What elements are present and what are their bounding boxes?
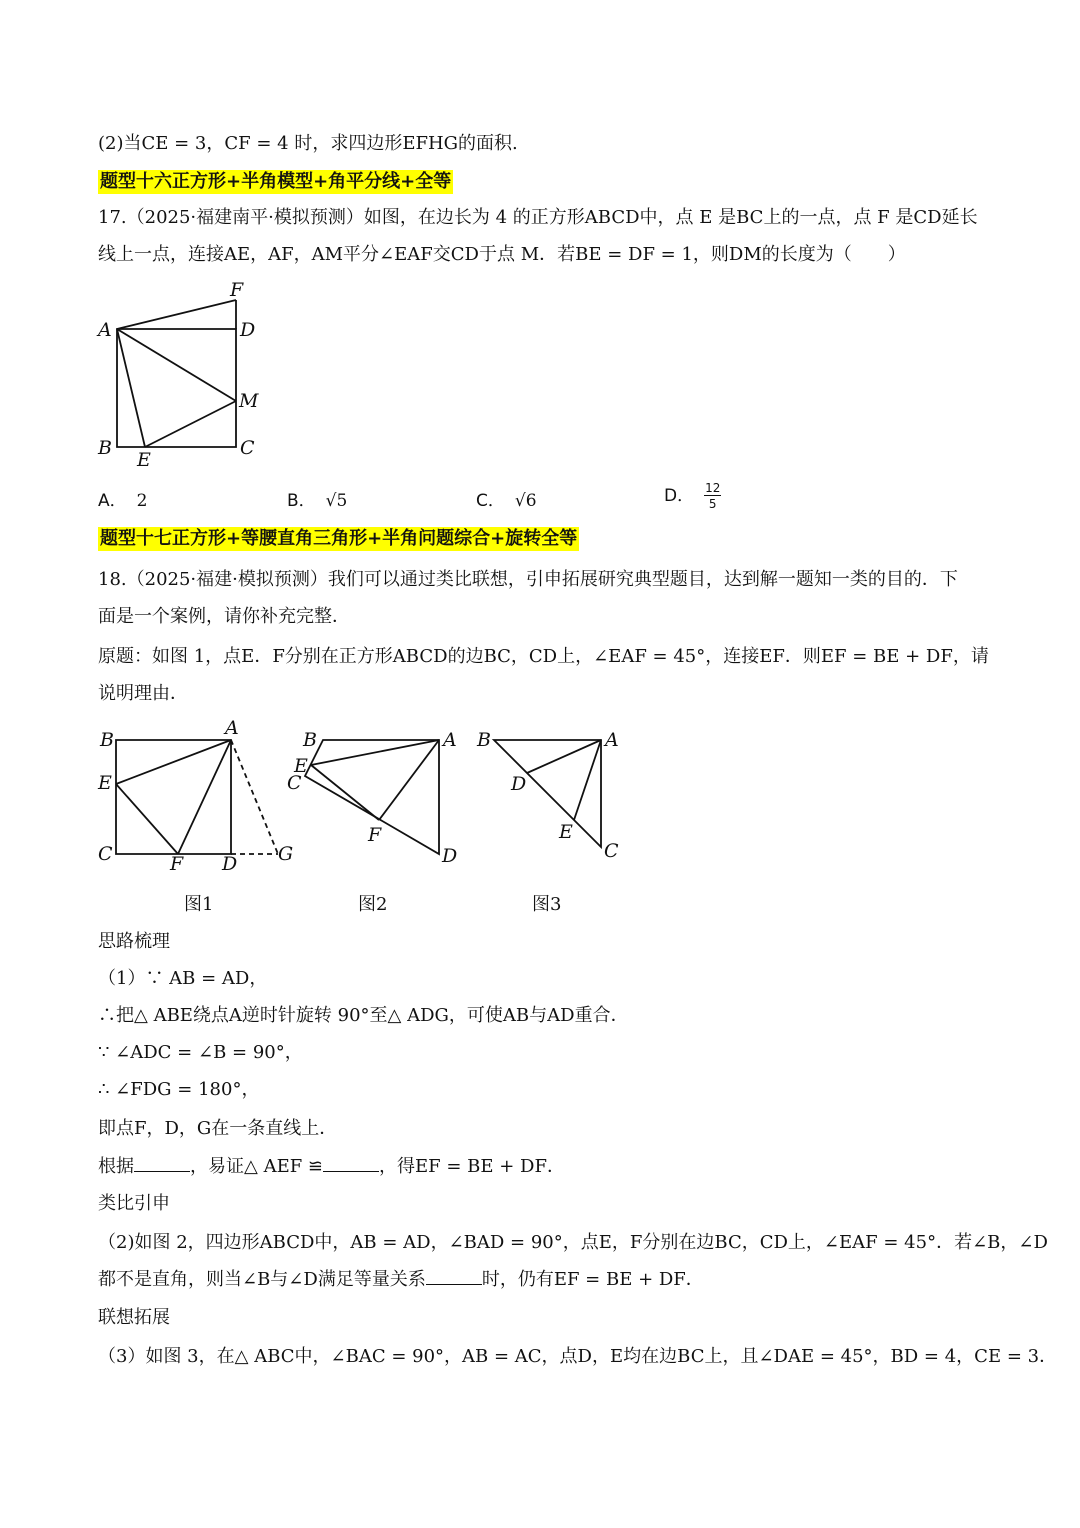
section-analogy: 类比引申 xyxy=(98,1193,170,1214)
fig3-label-c: C xyxy=(604,840,619,862)
q17-label-d: D xyxy=(240,319,256,341)
part2-line2-part-a: 都不是直角，则当∠B与∠D满足等量关系 xyxy=(98,1269,426,1290)
fig2-seg-af xyxy=(379,740,439,820)
fig1-label-g: G xyxy=(278,843,294,865)
option-b-letter: B． xyxy=(287,491,316,511)
q18-figure3 xyxy=(474,716,634,876)
heading-type17-text: 题型十七正方形+等腰直角三角形+半角问题综合+旋转全等 xyxy=(100,528,578,549)
part2-line1: （2)如图 2，四边形ABCD中，AB = AD，∠BAD = 90°，点E，F分别在边BC，CD上，∠EAF = 45°．若∠B，∠D xyxy=(98,1232,1048,1253)
answer-blank-3[interactable] xyxy=(426,1268,482,1285)
step-3: ∵ ∠ADC = ∠B = 90°， xyxy=(98,1042,303,1063)
fig3-label-d: D xyxy=(511,773,527,795)
option-a-value: 2 xyxy=(136,491,148,511)
q17-figure xyxy=(92,278,272,470)
fig2-seg-ae xyxy=(311,740,439,765)
fig2-label-a: A xyxy=(443,729,457,751)
option-d-letter: D． xyxy=(664,486,695,506)
option-d-fraction xyxy=(704,482,721,510)
fig1-label-f: F xyxy=(170,853,184,875)
option-b-value: √5 xyxy=(325,491,348,511)
q18-figure2 xyxy=(284,716,474,876)
q18-line4: 说明理由． xyxy=(98,683,188,704)
fig1-label-e: E xyxy=(98,772,112,794)
option-c[interactable] xyxy=(476,486,537,511)
fig3-label-a: A xyxy=(605,729,619,751)
option-a[interactable] xyxy=(98,486,147,511)
option-d-denominator: 5 xyxy=(708,497,717,511)
q18-line2: 面是一个案例，请你补充完整． xyxy=(98,606,350,627)
fig3-seg-ad xyxy=(527,740,601,773)
answer-blank-2[interactable] xyxy=(323,1155,379,1172)
option-d[interactable] xyxy=(664,481,721,510)
step-6-part-a: 根据 xyxy=(98,1156,134,1177)
q16-part2-line: (2)当CE = 3，CF = 4 时，求四边形EFHG的面积. xyxy=(98,133,518,154)
q17-line2: 线上一点，连接AE，AF，AM平分∠EAF交CD于点 M．若BE = DF = 1，则DM的长度为（ ） xyxy=(98,244,906,265)
q17-label-e: E xyxy=(137,449,151,470)
fig2-label-d: D xyxy=(442,845,458,867)
option-d-numerator: 12 xyxy=(705,481,721,495)
step-6-part-c: ，得EF = BE + DF． xyxy=(379,1156,565,1177)
caption-figure1: 图1 xyxy=(184,894,214,915)
option-c-value: √6 xyxy=(514,491,537,511)
q17-line1: 17.（2025·福建南平·模拟预测）如图，在边长为 4 的正方形ABCD中，点 E 是BC上的一点，点 F 是CD延长 xyxy=(98,207,978,228)
q17-label-m: M xyxy=(239,390,259,412)
heading-type17 xyxy=(98,527,988,551)
fig2-label-c: C xyxy=(287,772,302,794)
option-b[interactable] xyxy=(287,486,347,511)
fig1-label-c: C xyxy=(98,843,113,865)
section-thinking: 思路梳理 xyxy=(98,931,170,952)
fig3-seg-ae xyxy=(574,740,601,820)
q17-label-a: A xyxy=(98,319,112,341)
fig2-label-e: E xyxy=(294,755,308,777)
fig2-label-b: B xyxy=(303,729,317,751)
part3-line1: （3）如图 3，在△ ABC中，∠BAC = 90°，AB = AC，点D，E均在边BC上，且∠DAE = 45°，BD = 4，CE = 3． xyxy=(98,1346,1058,1367)
fig3-label-e: E xyxy=(559,821,573,843)
q17-seg-am xyxy=(117,329,236,401)
option-c-letter: C． xyxy=(476,491,505,511)
q17-label-b: B xyxy=(98,437,112,459)
q18-line1: 18.（2025·福建·模拟预测）我们可以通过类比联想，引申拓展研究典型题目，达到解一题知一类的目的．下 xyxy=(98,569,958,590)
heading-type16-text: 题型十六正方形+半角模型+角平分线+全等 xyxy=(100,171,452,192)
fig1-seg-ag-dashed xyxy=(231,740,278,854)
caption-figure3: 图3 xyxy=(532,894,562,915)
caption-figure2: 图2 xyxy=(358,894,388,915)
part2-line2 xyxy=(98,1268,988,1292)
step-2: ∴把△ ABE绕点A逆时针旋转 90°至△ ADG，可使AB与AD重合． xyxy=(98,1005,629,1026)
fig1-square xyxy=(116,740,231,854)
option-a-letter: A． xyxy=(98,491,127,511)
fig2-label-f: F xyxy=(368,824,382,846)
fig1-label-d: D xyxy=(222,853,238,875)
answer-blank-1[interactable] xyxy=(134,1155,190,1172)
step-4: ∴ ∠FDG = 180°， xyxy=(98,1079,260,1100)
part2-line2-part-b: 时，仍有EF = BE + DF． xyxy=(481,1269,704,1290)
q18-line3: 原题：如图 1，点E．F分别在正方形ABCD的边BC，CD上，∠EAF = 45°，连接EF．则EF = BE + DF，请 xyxy=(98,646,989,667)
q18-figure1 xyxy=(92,716,302,876)
step-1: （1）∵ AB = AD， xyxy=(98,968,268,989)
fig1-label-a: A xyxy=(225,717,239,739)
fig2-seg-ef xyxy=(311,765,379,820)
section-extension: 联想拓展 xyxy=(98,1307,170,1328)
heading-type16 xyxy=(98,170,988,194)
q17-seg-af xyxy=(117,300,236,329)
step-6-part-b: ，易证△ AEF ≌ xyxy=(190,1156,323,1177)
step-6 xyxy=(98,1155,988,1179)
fig1-label-b: B xyxy=(100,729,114,751)
fig3-label-b: B xyxy=(477,729,491,751)
q17-label-f: F xyxy=(230,279,244,301)
fig1-seg-ef xyxy=(116,784,178,854)
q17-label-c: C xyxy=(240,437,255,459)
step-5: 即点F，D，G在一条直线上． xyxy=(98,1118,338,1139)
q17-seg-ae xyxy=(117,329,145,447)
q17-square xyxy=(117,329,236,447)
q17-seg-em xyxy=(145,401,236,447)
